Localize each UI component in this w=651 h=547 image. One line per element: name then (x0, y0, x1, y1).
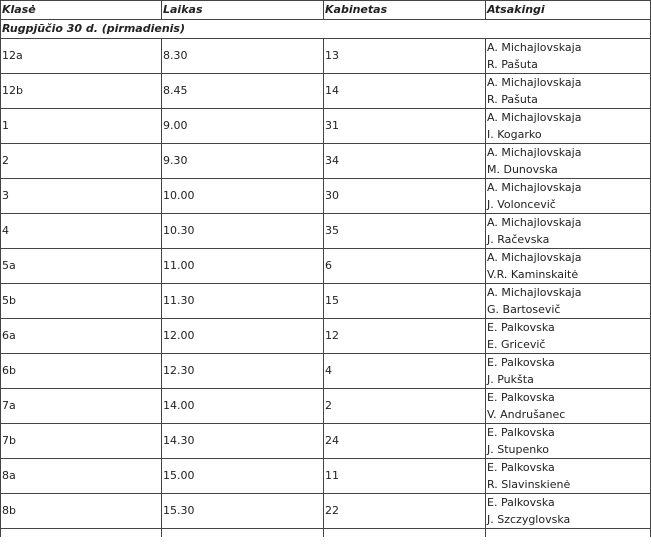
responsible-cell (486, 424, 651, 459)
responsible-name: A. Michajlovskaja (487, 181, 582, 194)
responsible-cell (486, 459, 651, 494)
empty-cell (486, 529, 651, 538)
class-cell: 7b (1, 424, 162, 459)
room-cell: 14 (324, 74, 486, 109)
time-cell: 8.45 (162, 74, 324, 109)
class-cell: 4 (1, 214, 162, 249)
empty-cell (162, 529, 324, 538)
responsible-name: J. Račevska (487, 233, 550, 246)
class-cell: 6b (1, 354, 162, 389)
responsible-name: E. Palkovska (487, 496, 555, 509)
empty-cell (324, 529, 486, 538)
table-row (1, 249, 651, 284)
responsible-name: R. Pašuta (487, 58, 538, 71)
class-cell: 8a (1, 459, 162, 494)
class-cell: 6a (1, 319, 162, 354)
schedule-body (1, 1, 651, 538)
responsible-name: J. Voloncevič (487, 198, 556, 211)
responsible-cell (486, 249, 651, 284)
time-cell: 10.30 (162, 214, 324, 249)
room-cell: 30 (324, 179, 486, 214)
class-cell: 5b (1, 284, 162, 319)
responsible-cell (486, 319, 651, 354)
responsible-cell (486, 494, 651, 529)
time-cell: 12.30 (162, 354, 324, 389)
class-cell: 3 (1, 179, 162, 214)
header-responsible: Atsakingi (486, 1, 651, 20)
table-row (1, 424, 651, 459)
responsible-name: J. Szczyglovska (487, 513, 571, 526)
responsible-cell (486, 74, 651, 109)
room-cell: 2 (324, 389, 486, 424)
time-cell: 8.30 (162, 39, 324, 74)
header-class: Klasė (1, 1, 162, 20)
responsible-name: A. Michajlovskaja (487, 146, 582, 159)
room-cell: 31 (324, 109, 486, 144)
responsible-name: A. Michajlovskaja (487, 111, 582, 124)
responsible-cell (486, 354, 651, 389)
class-cell: 5a (1, 249, 162, 284)
responsible-name: R. Pašuta (487, 93, 538, 106)
room-cell: 12 (324, 319, 486, 354)
responsible-name: I. Kogarko (487, 128, 542, 141)
table-row (1, 214, 651, 249)
header-room: Kabinetas (324, 1, 486, 20)
table-row (1, 354, 651, 389)
responsible-name: E. Palkovska (487, 356, 555, 369)
table-row (1, 109, 651, 144)
room-cell: 34 (324, 144, 486, 179)
class-cell: 1 (1, 109, 162, 144)
responsible-cell (486, 389, 651, 424)
responsible-name: V. Andrušanec (487, 408, 566, 421)
responsible-name: E. Gricevič (487, 338, 546, 351)
table-row (1, 179, 651, 214)
class-cell: 2 (1, 144, 162, 179)
responsible-name: J. Pukšta (487, 373, 534, 386)
class-cell: 7a (1, 389, 162, 424)
header-time: Laikas (162, 1, 324, 20)
responsible-name: E. Palkovska (487, 321, 555, 334)
responsible-name: G. Bartosevič (487, 303, 561, 316)
time-cell: 11.00 (162, 249, 324, 284)
empty-cell (1, 529, 162, 538)
time-cell: 9.00 (162, 109, 324, 144)
responsible-cell (486, 109, 651, 144)
time-cell: 14.30 (162, 424, 324, 459)
room-cell: 24 (324, 424, 486, 459)
responsible-name: A. Michajlovskaja (487, 76, 582, 89)
table-row (1, 74, 651, 109)
day-label: Rugpjūčio 30 d. (pirmadienis) (1, 20, 651, 39)
room-cell: 15 (324, 284, 486, 319)
responsible-name: R. Slavinskienė (487, 478, 571, 491)
responsible-name: A. Michajlovskaja (487, 251, 582, 264)
responsible-cell (486, 144, 651, 179)
time-cell: 11.30 (162, 284, 324, 319)
responsible-name: E. Palkovska (487, 426, 555, 439)
responsible-name: A. Michajlovskaja (487, 216, 582, 229)
class-cell: 12b (1, 74, 162, 109)
day-row (1, 20, 651, 39)
room-cell: 6 (324, 249, 486, 284)
time-cell: 9.30 (162, 144, 324, 179)
time-cell: 12.00 (162, 319, 324, 354)
table-row (1, 284, 651, 319)
time-cell: 15.00 (162, 459, 324, 494)
responsible-name: M. Dunovska (487, 163, 558, 176)
table-row (1, 39, 651, 74)
table-row-partial (1, 529, 651, 538)
table-row (1, 144, 651, 179)
header-row (1, 1, 651, 20)
time-cell: 10.00 (162, 179, 324, 214)
table-row (1, 459, 651, 494)
room-cell: 4 (324, 354, 486, 389)
time-cell: 15.30 (162, 494, 324, 529)
class-cell: 8b (1, 494, 162, 529)
responsible-cell (486, 179, 651, 214)
responsible-cell (486, 284, 651, 319)
responsible-name: V.R. Kaminskaitė (487, 268, 579, 281)
class-cell: 12a (1, 39, 162, 74)
table-row (1, 389, 651, 424)
room-cell: 35 (324, 214, 486, 249)
responsible-name: J. Stupenko (487, 443, 549, 456)
table-row (1, 494, 651, 529)
room-cell: 22 (324, 494, 486, 529)
responsible-cell (486, 39, 651, 74)
time-cell: 14.00 (162, 389, 324, 424)
responsible-name: E. Palkovska (487, 461, 555, 474)
responsible-name: A. Michajlovskaja (487, 286, 582, 299)
table-row (1, 319, 651, 354)
responsible-name: A. Michajlovskaja (487, 41, 582, 54)
room-cell: 13 (324, 39, 486, 74)
responsible-cell (486, 214, 651, 249)
room-cell: 11 (324, 459, 486, 494)
responsible-name: E. Palkovska (487, 391, 555, 404)
